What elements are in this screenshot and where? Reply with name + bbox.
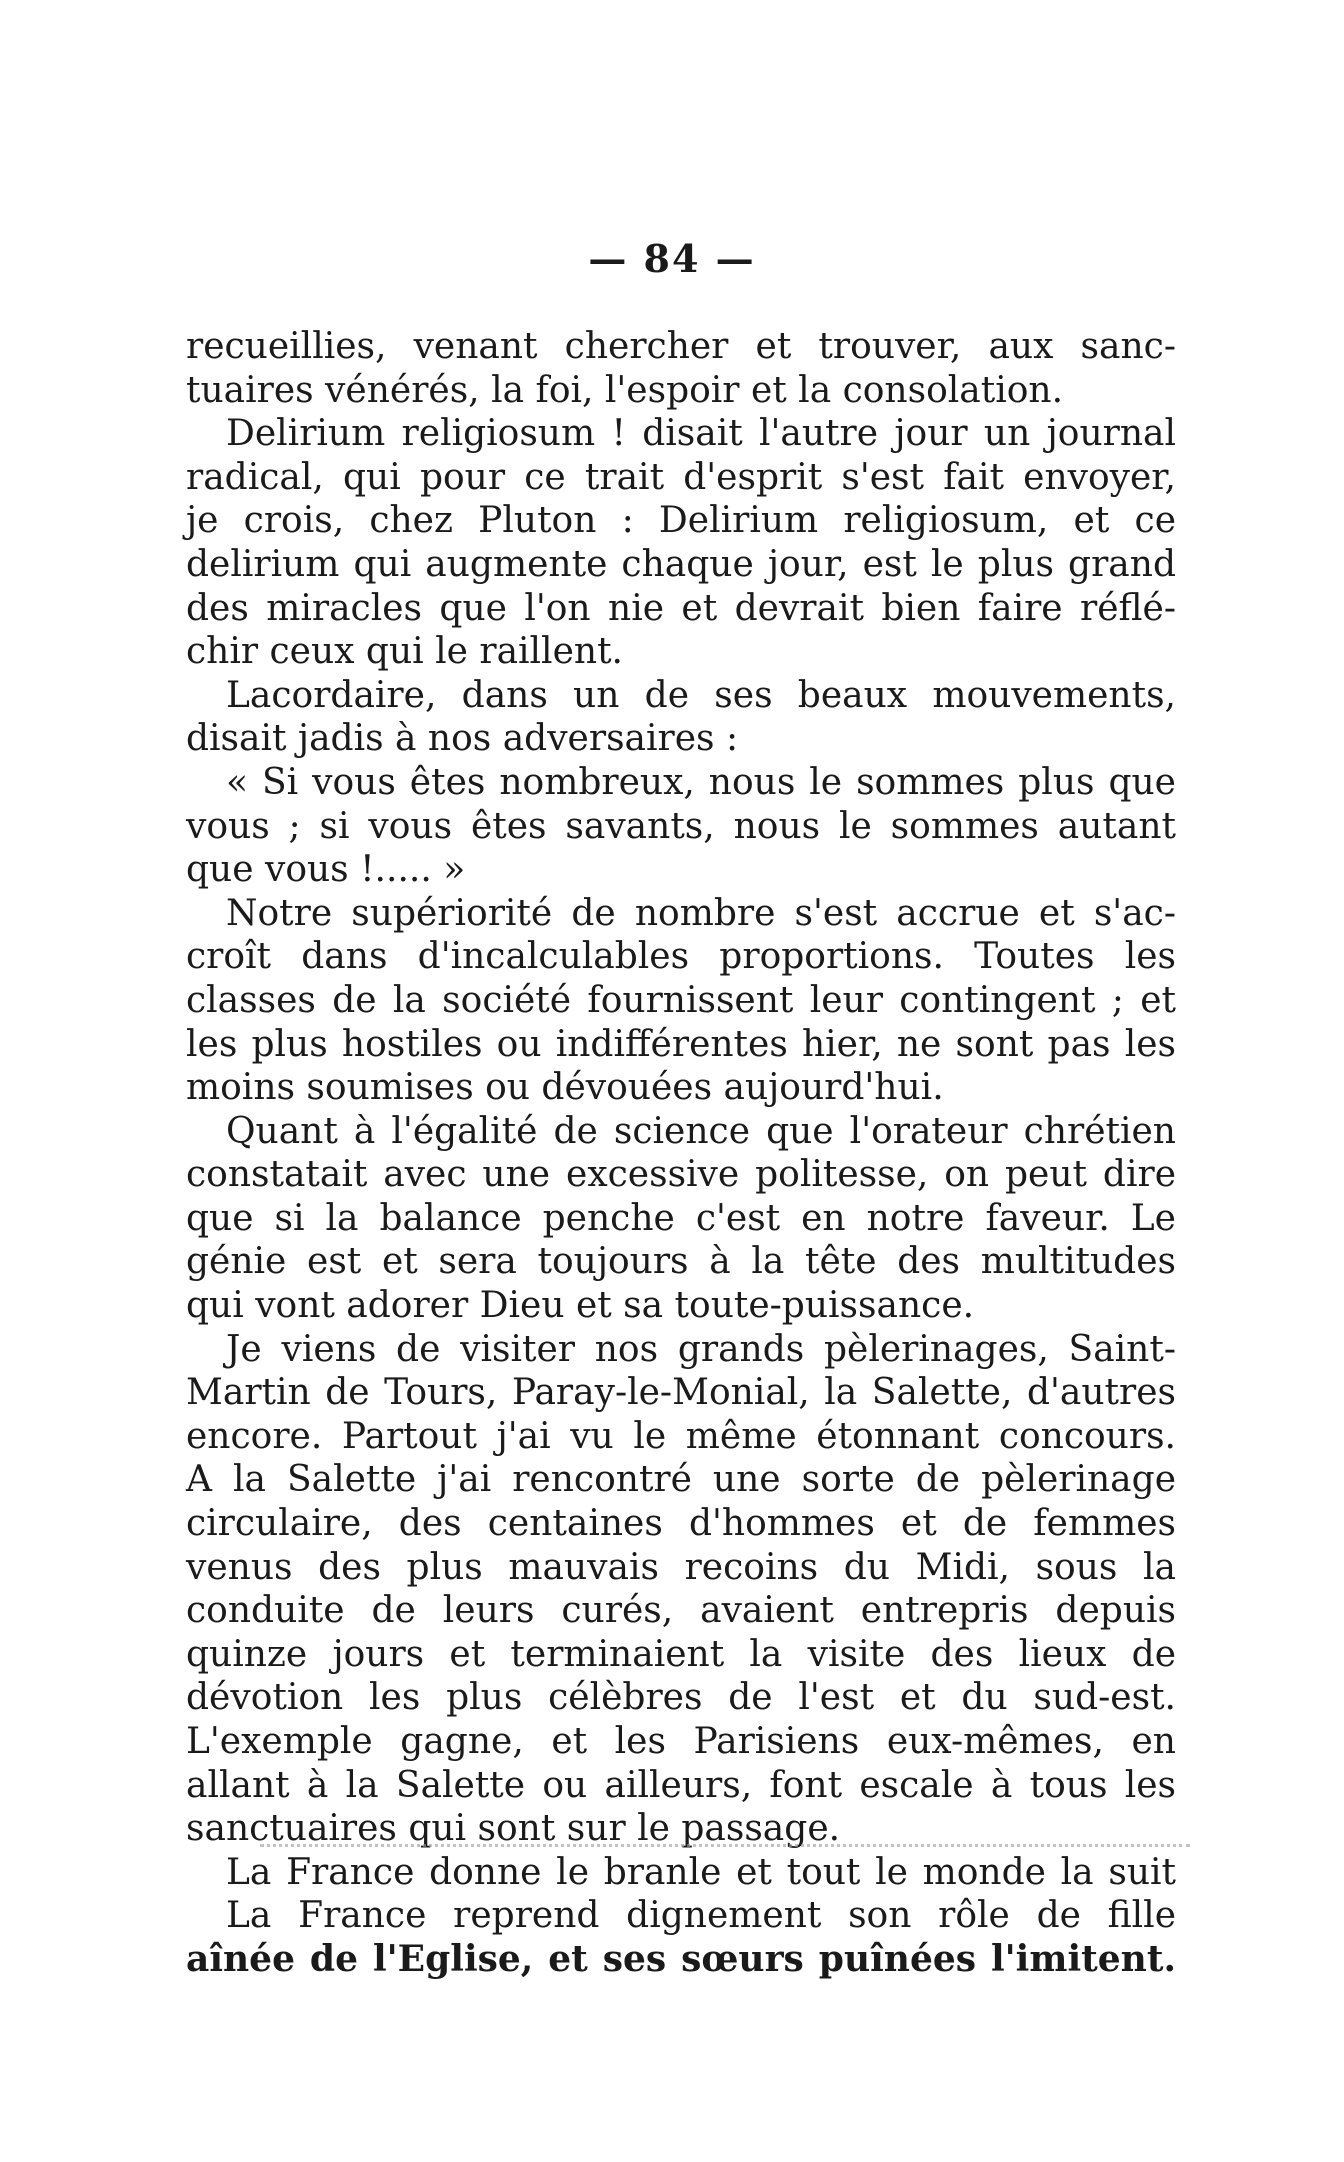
text-line: radical, qui pour ce trait d'esprit s'est fait envoyer,: [186, 456, 1176, 498]
text-line: croît dans d'incalculables proportions. Toutes les: [186, 936, 1176, 978]
text-line: Quant à l'égalité de science que l'orateur chrétien: [226, 1110, 1176, 1152]
text-line: constatait avec une excessive politesse, on peut dire: [186, 1154, 1176, 1196]
text-line: je crois, chez Pluton : Delirium religiosum, et ce: [186, 500, 1176, 542]
text-line: que si la balance penche c'est en notre faveur. Le: [186, 1197, 1176, 1239]
text-line: Notre supériorité de nombre s'est accrue et s'ac-: [226, 892, 1176, 934]
text-line: encore. Partout j'ai vu le même étonnant concours.: [186, 1415, 1176, 1457]
text-line: aînée de l'Eglise, et ses sœurs puînées l'imitent.: [186, 1937, 1176, 1980]
text-line: des miracles que l'on nie et devrait bien faire réflé-: [186, 587, 1176, 629]
print-noise-divider: [260, 1830, 1190, 1847]
text-line: venus des plus mauvais recoins du Midi, sous la: [186, 1546, 1176, 1588]
text-line: La France reprend dignement son rôle de fille: [226, 1895, 1176, 1937]
text-line: classes de la société fournissent leur contingent ; et: [186, 979, 1176, 1021]
text-line: quinze jours et terminaient la visite des lieux de: [186, 1633, 1176, 1675]
text-line: chir ceux qui le raillent.: [186, 631, 623, 673]
text-line: La France donne le branle et tout le monde la suit: [226, 1851, 1176, 1893]
text-line: circulaire, des centaines d'hommes et de femmes: [186, 1503, 1176, 1545]
text-line: disait jadis à nos adversaires :: [186, 718, 739, 760]
text-line: moins soumises ou dévouées aujourd'hui.: [186, 1067, 944, 1109]
text-line: tuaires vénérés, la foi, l'espoir et la consolation.: [186, 369, 1064, 411]
body-text: [186, 325, 1176, 1982]
text-line: Lacordaire, dans un de ses beaux mouvements,: [226, 674, 1176, 716]
text-line: A la Salette j'ai rencontré une sorte de pèlerinage: [186, 1459, 1176, 1501]
text-line: que vous !..... »: [186, 849, 466, 891]
text-line: vous ; si vous êtes savants, nous le sommes autant: [186, 805, 1176, 847]
text-line: génie est et sera toujours à la tête des multitudes: [186, 1241, 1176, 1283]
text-line: L'exemple gagne, et les Parisiens eux-mêmes, en: [186, 1721, 1176, 1762]
text-line: recueillies, venant chercher et trouver, aux sanc-: [186, 326, 1176, 367]
text-line: Je viens de visiter nos grands pèlerinages, Saint-: [226, 1328, 1176, 1370]
page-number: — 84 —: [588, 236, 756, 281]
text-line: delirium qui augmente chaque jour, est le plus grand: [186, 543, 1176, 585]
text-line: conduite de leurs curés, avaient entrepris depuis: [186, 1590, 1176, 1632]
text-line: les plus hostiles ou indifférentes hier, ne sont pas les: [186, 1023, 1176, 1065]
text-line: Martin de Tours, Paray-le-Monial, la Salette, d'autres: [186, 1372, 1176, 1414]
text-line: sanctuaires qui sont sur le passage.: [186, 1808, 841, 1850]
text-line: Delirium religiosum ! disait l'autre jour un journal: [226, 413, 1176, 455]
text-line: allant à la Salette ou ailleurs, font escale à tous les: [186, 1764, 1176, 1806]
text-line: « Si vous êtes nombreux, nous le sommes plus que: [226, 761, 1176, 803]
text-line: dévotion les plus célèbres de l'est et du sud-est.: [186, 1677, 1176, 1719]
text-line: qui vont adorer Dieu et sa toute-puissance.: [186, 1285, 975, 1327]
